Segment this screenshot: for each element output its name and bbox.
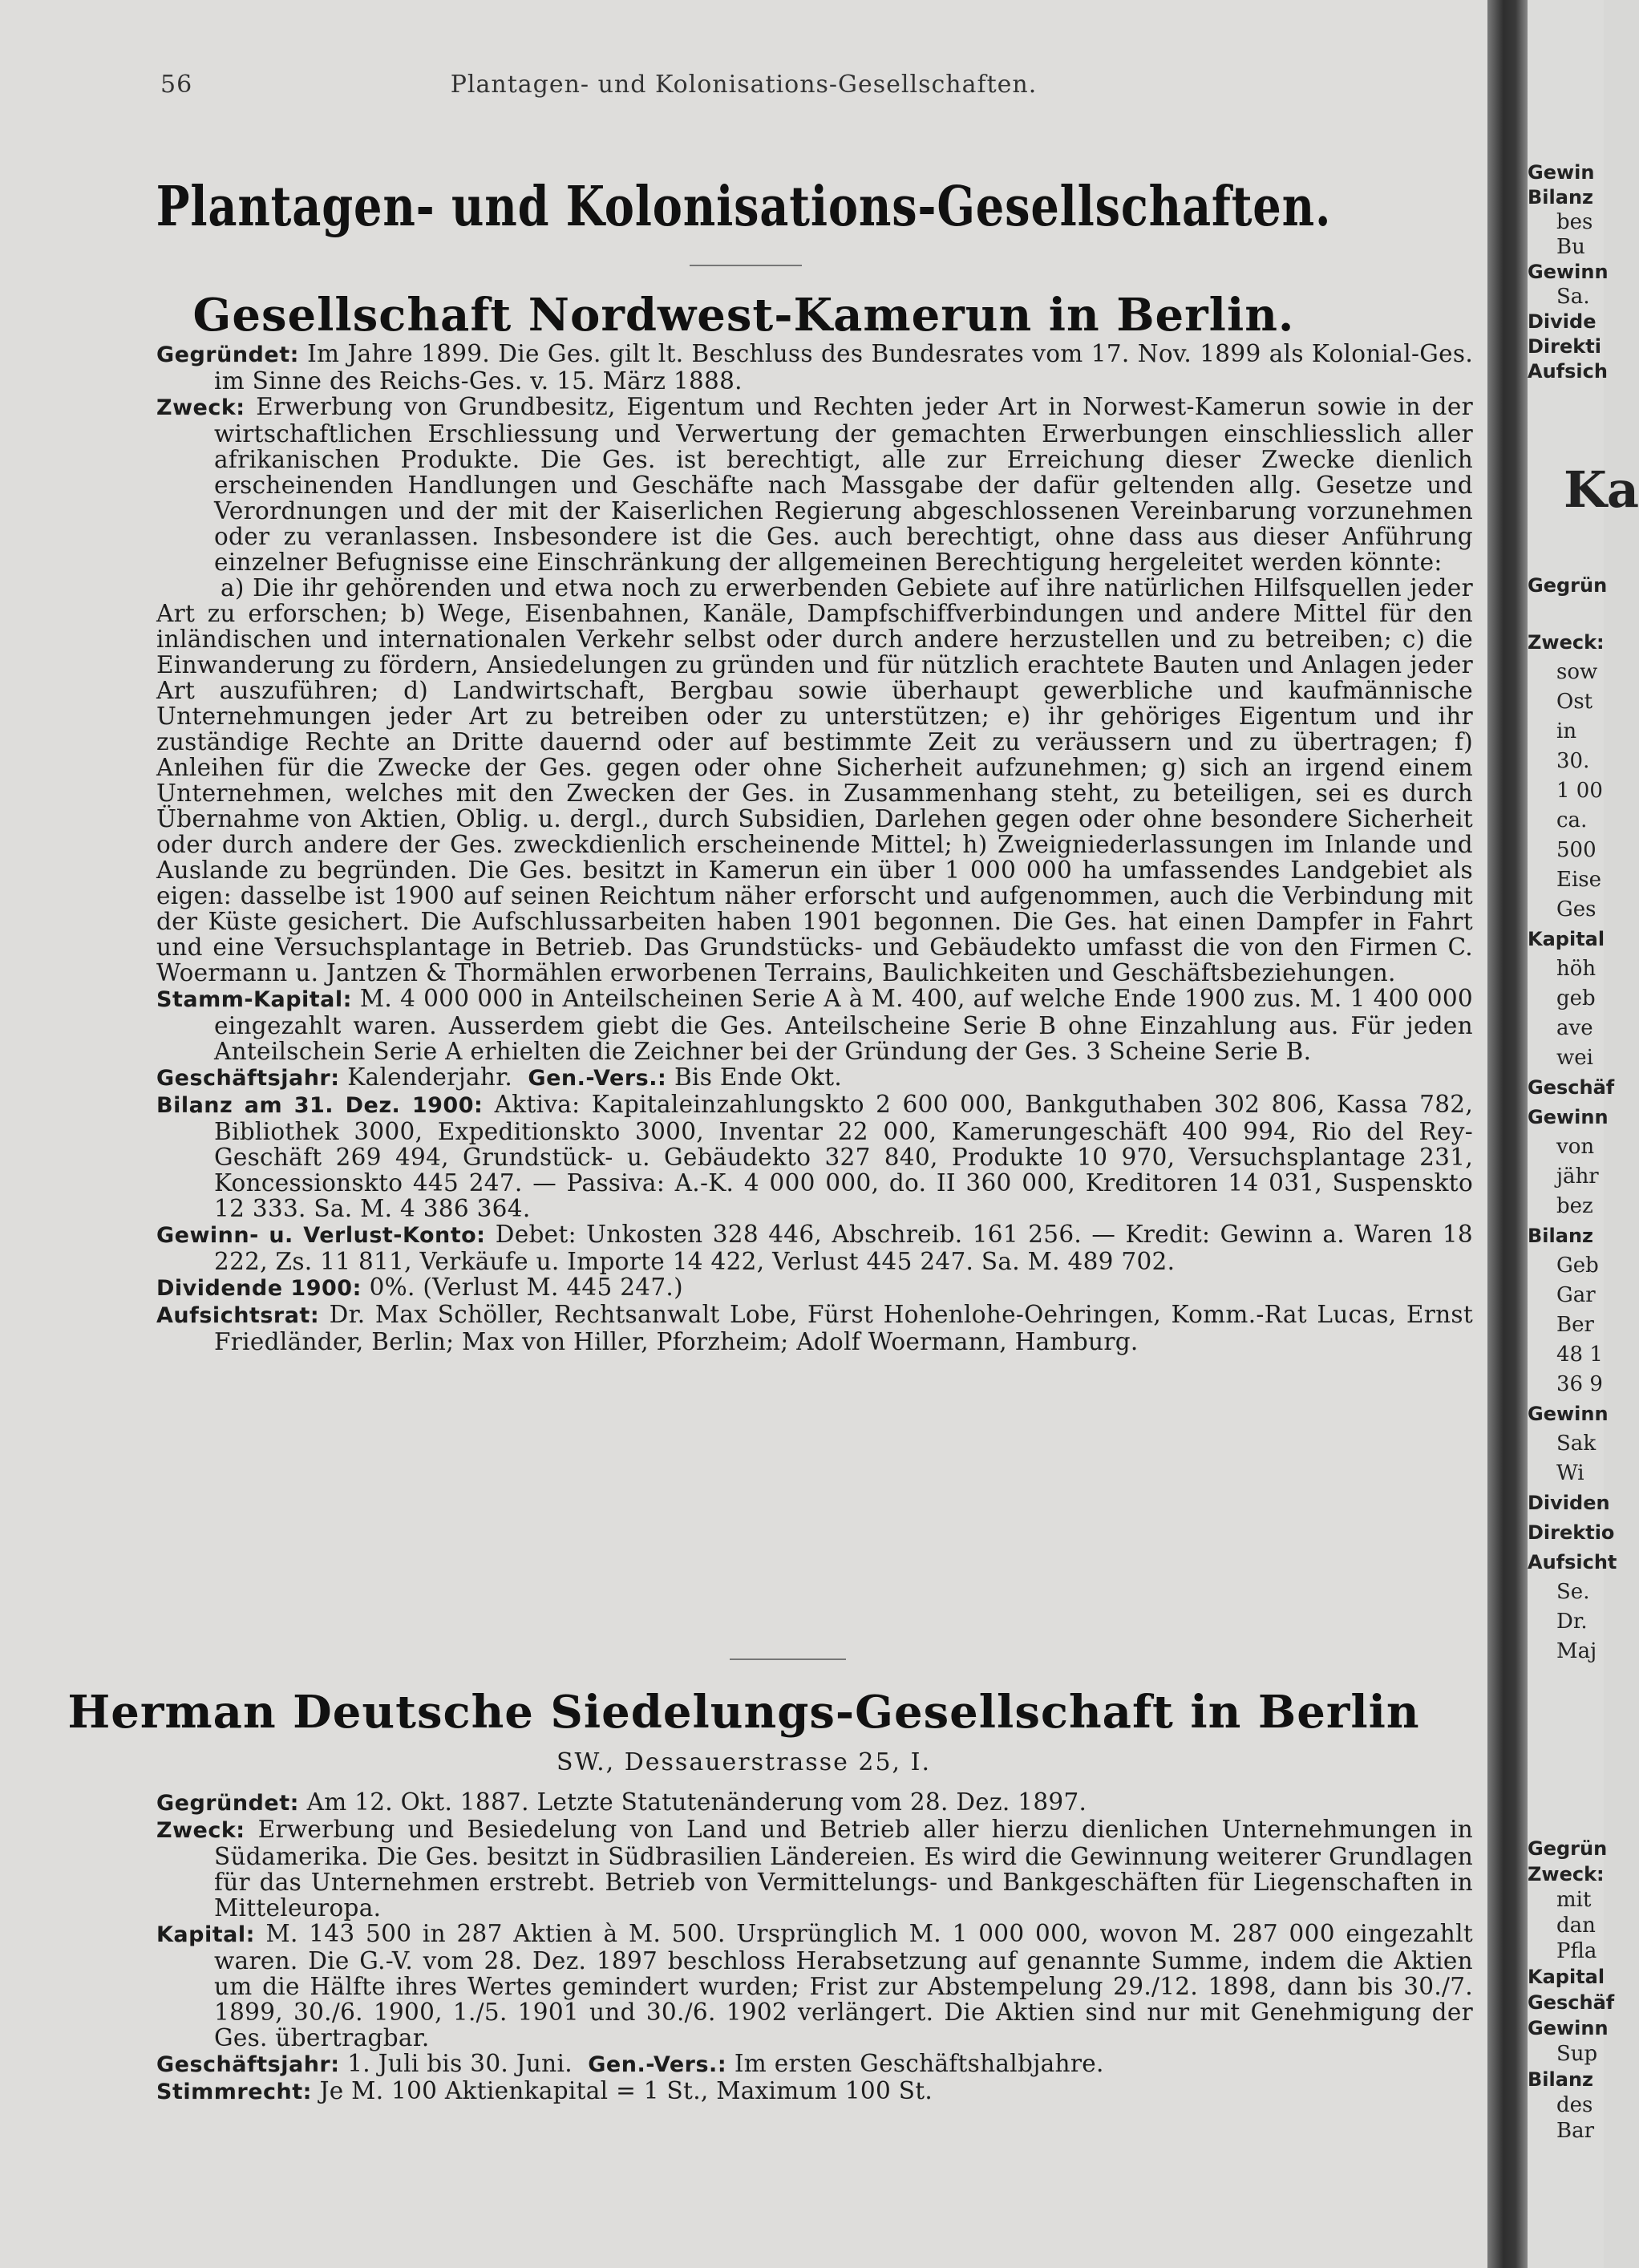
next-page-fragment: Ges: [1556, 897, 1597, 921]
next-page-fragment: jähr: [1556, 1164, 1599, 1189]
next-page-fragment: höh: [1556, 957, 1597, 981]
next-page-fragment: Maj: [1556, 1639, 1597, 1663]
entry-bilanz: Bilanz am 31. Dez. 1900: Aktiva: Kapitaleinzahlungskto 2 600 000, Bankguthaben 302 806, Kassa 782, Bibliothek 3000, Expeditionskto 3000, Inventar 22 000, Kamerungeschäft 400 994, Rio del Rey-Geschäft 269 494, Grundstück- u. Gebäudekto 327 840, Produkte 10 970, Versuchsplantage 231, Koncessionskto 445 247. — Passiva: A.-K. 4 000 000, do. II 360 000, Kreditoren 14 031, Suspenskto 12 333. Sa. M. 4 386 364.: [156, 1091, 1474, 1222]
next-page-fragment: 36 9: [1556, 1372, 1603, 1396]
next-page-fragment: Direktio: [1528, 1521, 1615, 1544]
next-page-fragment: Eise: [1556, 868, 1602, 892]
entry-gegruendet: Gegründet: Am 12. Okt. 1887. Letzte Statutenänderung vom 28. Dez. 1897.: [156, 1788, 1087, 1816]
next-page-fragment: Se.: [1556, 1580, 1590, 1604]
next-page-fragment: von: [1556, 1135, 1595, 1159]
next-page-fragment: 500: [1556, 838, 1597, 862]
next-page-fragment: Kapital: [1528, 928, 1605, 950]
company-title-herman-siedelung: Herman Deutsche Siedelungs-Gesellschaft in Berlin: [67, 1686, 1420, 1739]
next-page-fragment: Ost: [1556, 690, 1593, 714]
next-page-fragment: Pfla: [1556, 1939, 1597, 1963]
next-page-fragment: Geschäf: [1528, 1076, 1615, 1099]
entry-zweck-list: a) Die ihr gehörenden und etwa noch zu erwerbenden Gebiete auf ihre natürlichen Hilfsquellen jeder Art zu erforschen; b) Wege, Eisenbahnen, Kanäle, Dampfschiffverbindungen und andere Mittel für den inländischen und internationalen Verkehr selbst oder durch andere herzustellen und zu betreiben; c) die Einwanderung zu fördern, Ansiedelungen zu gründen und für nützlich erachtete Bauten und Anlagen jeder Art auszuführen; d) Landwirtschaft, Bergbau sowie überhaupt gewerbliche und kaufmännische Unternehmungen jeder Art zu betreiben oder zu unterstützen; e) ihr gehöriges Eigentum und ihr zuständige Rechte an Dritte dauernd oder auf bestimmte Zeit zu veräussern und zu übertragen; f) Anleihen für die Zwecke der Ges. gegen oder ohne Sicherheit aufzunehmen; g) sich an irgend einem Unternehmen, welches mit den Zwecken der Ges. in Zusammenhang steht, zu beteiligen, sei es durch Übernahme von Aktien, Oblig. u. dergl., durch Subsidien, Darlehen gegen oder ohne besondere Sicherheit oder durch andere der Ges. zweckdienlich erscheinende Mittel; h) Zweigniederlassungen im Inlande und Auslande zu begründen. Die Ges. besitzt in Kamerun ein über 1 000 000 ha umfassendes Landgebiet als eigen: dasselbe ist 1900 auf seinen Reichtum näher erforscht und aufgenommen, auch die Verbindung mit der Küste gesichert. Die Aufschlussarbeiten haben 1901 begonnen. Die Ges. hat einen Dampfer in Fahrt und eine Versuchsplantage in Betrieb. Das Grundstücks- und Gebäudekto umfasst die von den Firmen C. Woermann u. Jantzen & Thormählen erworbenen Terrains, Baulichkeiten und Geschäftsbeziehungen.: [156, 574, 1473, 986]
entry-stamm-kapital: Stamm-Kapital: M. 4 000 000 in Anteilscheinen Serie A à M. 400, auf welche Ende 1900 zus. M. 1 400 000 eingezahlt waren. Ausserdem giebt die Ges. Anteilscheine Serie B ohne Einzahlung aus. Für jeden Anteilschein Serie A erhielten die Zeichner bei der Gründung der Ges. 3 Scheine Serie B.: [156, 985, 1473, 1065]
page-number: 56: [160, 71, 193, 99]
entry-stimmrecht: Stimmrecht: Je M. 100 Aktienkapital = 1 St., Maximum 100 St.: [156, 2077, 933, 2104]
next-page-fragment: Bu: [1556, 235, 1585, 259]
book-gutter: [1487, 0, 1528, 2268]
next-page-fragment: mit: [1556, 1888, 1592, 1912]
next-page-fragment: Ber: [1556, 1313, 1594, 1337]
next-page-fragment: sow: [1556, 660, 1598, 684]
entry-gewinn-verlust: Gewinn- u. Verlust-Konto: Debet: Unkosten 328 446, Abschreib. 161 256. — Kredit: Gewinn a. Waren 18 222, Zs. 11 811, Verkäufe u. Importe 14 422, Verlust 445 247. Sa. M. 489 702.: [156, 1221, 1473, 1275]
next-page-fragment: Dr.: [1556, 1610, 1588, 1634]
title-rule: [690, 265, 802, 266]
next-page-fragment: Zweck:: [1528, 631, 1605, 654]
next-page-fragment: 48 1: [1556, 1343, 1603, 1367]
entry-gegruendet: Gegründet: Im Jahre 1899. Die Ges. gilt lt. Beschluss des Bundesrates vom 17. Nov. 1899 als Kolonial-Ges. im Sinne des Reichs-Ges. v. 15. März 1888.: [156, 340, 1473, 395]
next-page-fragment: Divide: [1528, 310, 1597, 333]
next-page-fragment: 1 00: [1556, 779, 1603, 803]
next-page-fragment: 30.: [1556, 749, 1590, 773]
next-page-fragment: dan: [1556, 1914, 1596, 1938]
next-page-fragment: Sup: [1556, 2042, 1598, 2066]
next-page-fragment: Wi: [1556, 1461, 1584, 1485]
next-page-fragment: Bilanz: [1528, 1225, 1593, 1247]
next-page-fragment: Gegrün: [1528, 1837, 1608, 1860]
next-page-fragment: ave: [1556, 1016, 1593, 1040]
next-page-fragment: geb: [1556, 986, 1596, 1010]
entry-geschaeftsjahr: Geschäftsjahr: Kalenderjahr. Gen.-Vers.: Bis Ende Okt.: [156, 1063, 843, 1091]
company-title-nordwest-kamerun: Gesellschaft Nordwest-Kamerun in Berlin.: [192, 289, 1295, 342]
section-title: Plantagen- und Kolonisations-Gesellschaften.: [156, 175, 1332, 239]
next-page-fragment: Direkti: [1528, 335, 1601, 358]
next-page-fragment: Ka: [1564, 460, 1639, 519]
company-address: SW., Dessauerstrasse 25, I.: [556, 1748, 932, 1776]
next-page-fragment: Gewin: [1528, 161, 1595, 184]
next-page-fragment: Zweck:: [1528, 1863, 1605, 1885]
next-page-fragment: Sa.: [1556, 285, 1590, 309]
next-page-fragment: Gegrün: [1528, 574, 1608, 597]
next-page-fragment: Bilanz: [1528, 2068, 1593, 2091]
next-page-fragment: ca.: [1556, 808, 1588, 832]
next-page-fragment: Gewinn: [1528, 261, 1609, 283]
entry-zweck: Zweck: Erwerbung und Besiedelung von Land und Betrieb aller hierzu dienlichen Unternehmungen in Südamerika. Die Ges. besitzt in Südbrasilien Ländereien. Es wird die Gewinnung weiterer Grundlagen für das Unternehmen erstrebt. Betrieb von Vermittelungs- und Bankgeschäften für Liegenschaften in Mitteleuropa.: [156, 1816, 1473, 1922]
next-page-fragment: Geschäf: [1528, 1991, 1615, 2014]
next-page-fragment: Gewinn: [1528, 1403, 1609, 1425]
entry-dividende: Dividende 1900: 0%. (Verlust M. 445 247.): [156, 1274, 683, 1301]
next-page-fragment: bes: [1556, 210, 1593, 234]
next-page-fragment: Geb: [1556, 1253, 1599, 1278]
next-page-fragment: Gewinn: [1528, 2017, 1609, 2039]
next-page-fragment: in: [1556, 719, 1577, 743]
company-entries-herman-siedelung: [156, 1789, 1473, 2105]
entry-geschaeftsjahr: Geschäftsjahr: 1. Juli bis 30. Juni. Gen.-Vers.: Im ersten Geschäftshalbjahre.: [156, 2050, 1104, 2077]
entry-zweck: Zweck: Erwerbung von Grundbesitz, Eigentum und Rechten jeder Art in Norwest-Kamerun sowie in der wirtschaftlichen Erschliessung und Verwertung der gemachten Erwerbungen einschliesslich aller afrikanischen Produkte. Die Ges. ist berechtigt, alle zur Erreichung dieser Zwecke dienlich erscheinenden Handlungen und Geschäfte nach Massgabe der dafür geltenden allg. Gesetze und Verordnungen und der mit der Kaiserlichen Regierung abgeschlossenen Vereinbarung vorzunehmen oder zu veranlassen. Insbesondere ist die Ges. auch berechtigt, ohne dass aus dieser Anführung einzelner Befugnisse eine Einschränkung der allgemeinen Berechtigung hergeleitet werden könnte:: [156, 393, 1473, 576]
next-page-fragment: Aufsicht: [1528, 1551, 1617, 1573]
next-page-fragment: Kapital: [1528, 1966, 1605, 1988]
running-title: Plantagen- und Kolonisations-Gesellschaften.: [450, 71, 1038, 99]
next-page-fragment: des: [1556, 2093, 1593, 2117]
next-page-fragment: Bilanz: [1528, 186, 1593, 209]
company-entries-nordwest-kamerun: [156, 341, 1473, 1355]
section-divider: [730, 1658, 846, 1660]
next-page-fragment: Gar: [1556, 1283, 1596, 1307]
next-page-edge: [1528, 0, 1639, 2268]
entry-kapital: Kapital: M. 143 500 in 287 Aktien à M. 500. Ursprünglich M. 1 000 000, wovon M. 287 000 eingezahlt waren. Die G.-V. vom 28. Dez. 1897 beschloss Herabsetzung auf genannte Summe, indem die Aktien um die Hälfte ihres Wertes gemindert wurden; Frist zur Abstempelung 29./12. 1898, dann bis 30./7. 1899, 30./6. 1900, 1./5. 1901 und 30./6. 1902 verlängert. Die Aktien sind nur mit Genehmigung der Ges. übertragbar.: [156, 1920, 1473, 2051]
next-page-fragment: Gewinn: [1528, 1106, 1609, 1128]
next-page-fragment: wei: [1556, 1046, 1593, 1070]
next-page-fragment: Dividen: [1528, 1492, 1610, 1514]
next-page-fragment: Sak: [1556, 1432, 1597, 1456]
next-page-fragment: Aufsich: [1528, 360, 1608, 383]
entry-aufsichtsrat: Aufsichtsrat: Dr. Max Schöller, Rechtsanwalt Lobe, Fürst Hohenlohe-Oehringen, Komm.-Rat Lucas, Ernst Friedländer, Berlin; Max von Hiller, Pforzheim; Adolf Woermann, Hamburg.: [156, 1301, 1473, 1355]
next-page-fragment: bez: [1556, 1194, 1593, 1218]
next-page-fragment: Bar: [1556, 2119, 1595, 2143]
